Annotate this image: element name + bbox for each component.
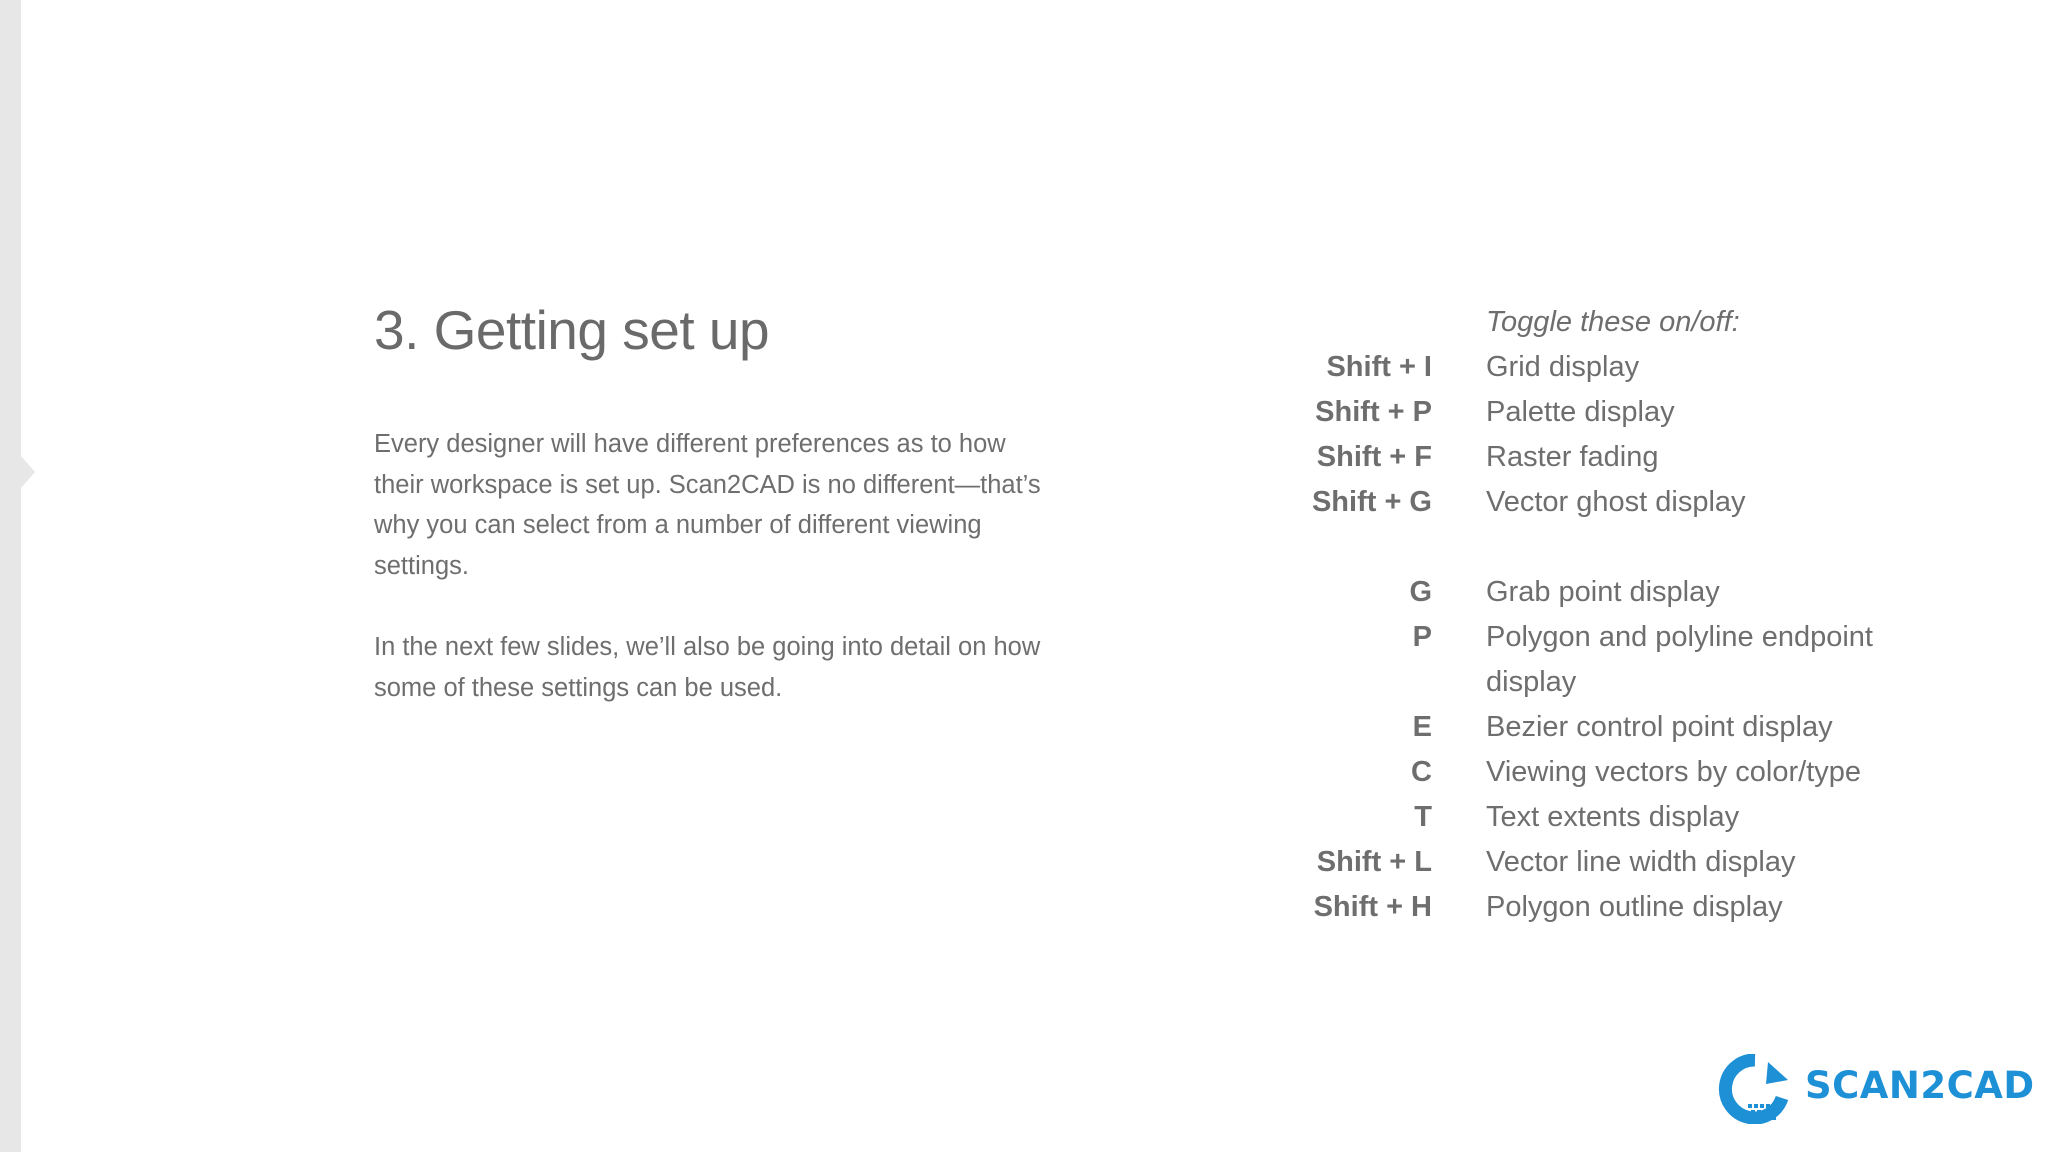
shortcut-key: P <box>1412 621 1432 653</box>
shortcut-label: Raster fading <box>1486 441 1659 473</box>
shortcut-label: Text extents display <box>1486 801 1740 833</box>
shortcut-key: G <box>1409 576 1432 608</box>
shortcut-row-grab-point <box>1240 570 2048 615</box>
slide-marker-arrow <box>21 456 35 488</box>
shortcut-row-palette <box>1240 390 2048 435</box>
shortcut-key: Shift + I <box>1326 351 1432 383</box>
shortcut-key: Shift + F <box>1316 441 1432 473</box>
shortcut-row-line-width <box>1240 840 2048 885</box>
logo-wordmark: SCAN2CAD <box>1805 1064 2035 1107</box>
shortcut-label: Palette display <box>1486 396 1675 428</box>
shortcut-key: E <box>1412 711 1432 743</box>
scan2cad-logo-icon <box>1718 1054 1792 1124</box>
shortcut-label: Bezier control point display <box>1486 711 1833 743</box>
intro-paragraph: Every designer will have different preferences as to how their workspace is set up. Scan2CAD is no different—that’s why you can select from a number of different viewing settings. <box>374 430 1041 580</box>
shortcut-label: Vector line width display <box>1486 846 1796 878</box>
shortcut-row-grid <box>1240 345 2048 390</box>
shortcut-list-heading: Toggle these on/off: <box>1486 306 1740 338</box>
shortcut-label: Polygon outline display <box>1486 891 1783 923</box>
shortcut-row-bezier <box>1240 705 2048 750</box>
followup-paragraph: In the next few slides, we’ll also be going into detail on how some of these settings can be used. <box>374 633 1041 702</box>
shortcut-row-vector-ghost <box>1240 480 2048 525</box>
shortcut-key: Shift + G <box>1311 486 1432 518</box>
shortcut-label: Grab point display <box>1486 576 1720 608</box>
shortcut-row-polygon-endpoint <box>1240 615 2048 698</box>
shortcut-key: C <box>1411 756 1432 788</box>
shortcut-row-text-extents <box>1240 795 2048 840</box>
shortcut-key: Shift + L <box>1316 846 1432 878</box>
shortcut-row-color-type <box>1240 750 2048 795</box>
shortcut-row-polygon-outline <box>1240 885 2048 930</box>
shortcut-label: Grid display <box>1486 351 1640 383</box>
shortcut-key: Shift + H <box>1313 891 1432 923</box>
shortcut-key: Shift + P <box>1315 396 1432 428</box>
scan2cad-logo <box>1718 1054 2035 1124</box>
shortcut-row-raster-fading <box>1240 435 2048 480</box>
slide-title: 3. Getting set up <box>374 299 770 361</box>
shortcut-label: Viewing vectors by color/type <box>1486 756 1862 788</box>
shortcut-label: Polygon and polyline endpoint display <box>1486 621 1873 698</box>
shortcut-label: Vector ghost display <box>1486 486 1746 518</box>
shortcut-key: T <box>1414 801 1432 833</box>
left-side-strip <box>0 0 21 1152</box>
